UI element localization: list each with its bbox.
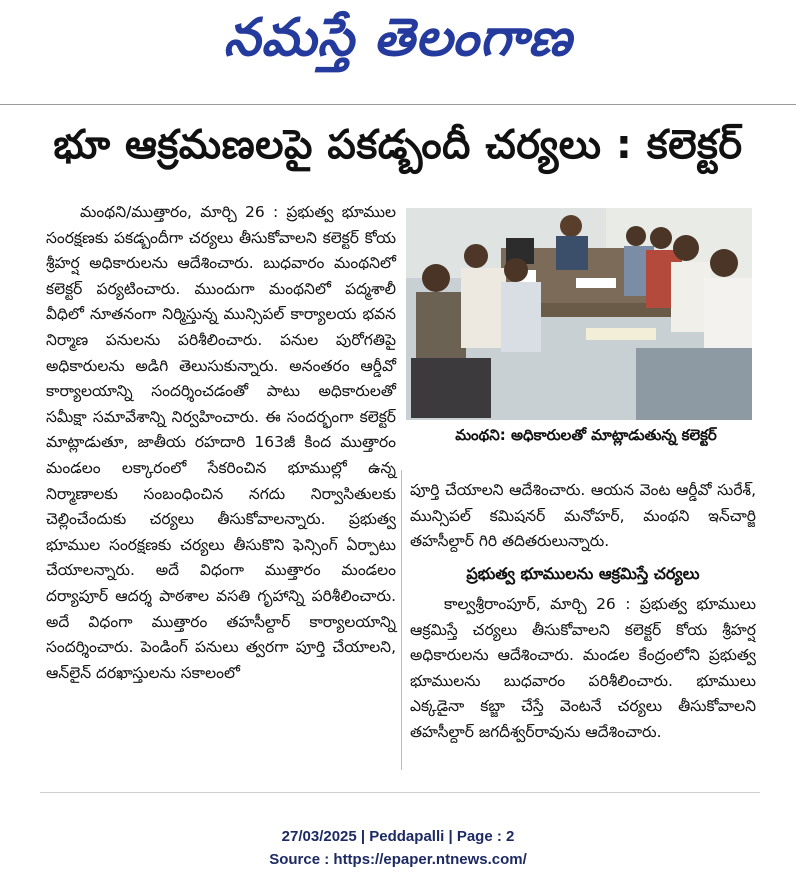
article-subheading: ప్రభుత్వ భూములను ఆక్రమిస్తే చర్యలు [466, 564, 700, 583]
masthead [0, 0, 796, 104]
bottom-rule [40, 792, 760, 793]
article-column-left [46, 200, 396, 686]
article-paragraph: పూర్తి చేయాలని ఆదేశించారు. ఆయన వెంట ఆర్డీవో సురేశ్, మున్సిపల్ కమిషనర్ మనోహర్, మంథని ఇన్‌చార్జి తహసీల్దార్ గిరి తదితరులున్నారు. [410, 481, 756, 551]
article-column-right-continued [410, 592, 756, 746]
footer-source[interactable]: Source : https://epaper.ntnews.com/ [269, 851, 527, 868]
article-photo [406, 208, 752, 420]
photo-caption: మంథని: అధికారులతో మాట్లాడుతున్న కలెక్టర్ [455, 426, 717, 444]
masthead-rule [0, 104, 796, 105]
meeting-photo-illustration [406, 208, 752, 420]
article-column-right [410, 478, 756, 555]
article-headline: భూ ఆక్రమణలపై పకడ్బందీ చర్యలు : కలెక్టర్ [53, 122, 743, 168]
footer-dateline: 27/03/2025 | Peddapalli | Page : 2 [281, 828, 515, 845]
newspaper-logo-title: నమస్తే తెలంగాణ [223, 8, 573, 68]
article-paragraph: కాల్వశ్రీరాంపూర్, మార్చి 26 : ప్రభుత్వ భూములు ఆక్రమిస్తే చర్యలు తీసుకోవాలని కలెక్టర్ కోయ శ్రీహర్ష అధికారులను ఆదేశించారు. మండల కేంద్రంలోని ప్రభుత్వ భూములను బుధవారం పరిశీలించారు. భూములు ఎక్కడైనా కబ్జా చేస్తే వెంటనే చర్యలు తీసుకోవాలని తహసీల్దార్ జగదీశ్వర్‌రావును ఆదేశించారు. [410, 595, 756, 741]
column-divider [401, 470, 402, 770]
article-paragraph: మంథని/ముత్తారం, మార్చి 26 : ప్రభుత్వ భూముల సంరక్షణకు పకడ్బందీగా చర్యలు తీసుకోవాలని కలెక్టర్ కోయ శ్రీహర్ష అధికారులను ఆదేశించారు. బుధవారం మంథనిలో కలెక్టర్ పర్యటించారు. ముందుగా మంథనిలో పద్మశాలీ వీధిలో నూతనంగా నిర్మిస్తున్న మున్సిపల్ కార్యాలయ భవన నిర్మాణ పనులను పరిశీలించారు. పనుల పురోగతిపై అధికారులను అడిగి తెలుసుకున్నారు. అనంతరం ఆర్డీవో కార్యాలయాన్ని సందర్శించడంతో పాటు అధికారులతో సమీక్షా సమావేశాన్ని నిర్వహించారు. ఈ సందర్భంగా కలెక్టర్ మాట్లాడుతూ, జాతీయ రహదారి 163జీ కింద ముత్తారం మండలం లక్కారంలో సేకరించిన భూముల్లో ఉన్న నిర్మాణాలకు సంబంధించిన నగదు నిర్వాసితులకు చెల్లించేందుకు చర్యలు తీసుకోవాలన్నారు. ప్రభుత్వ భూముల సంరక్షణకు చర్యలు తీసుకొని ఫెన్సింగ్ ఏర్పాటు చేయాలన్నారు. అదే విధంగా ముత్తారం మండలం దర్యాపూర్ ఆదర్శ పాఠశాల వసతి గృహాన్ని పరిశీలించారు. అదే విధంగా ముత్తారం తహసీల్దార్ కార్యాలయాన్ని సందర్శించారు. పెండింగ్ పనులు త్వరగా పూర్తి చేయాలని, ఆన్‌లైన్ దరఖాస్తులను సకాలంలో [46, 203, 396, 682]
